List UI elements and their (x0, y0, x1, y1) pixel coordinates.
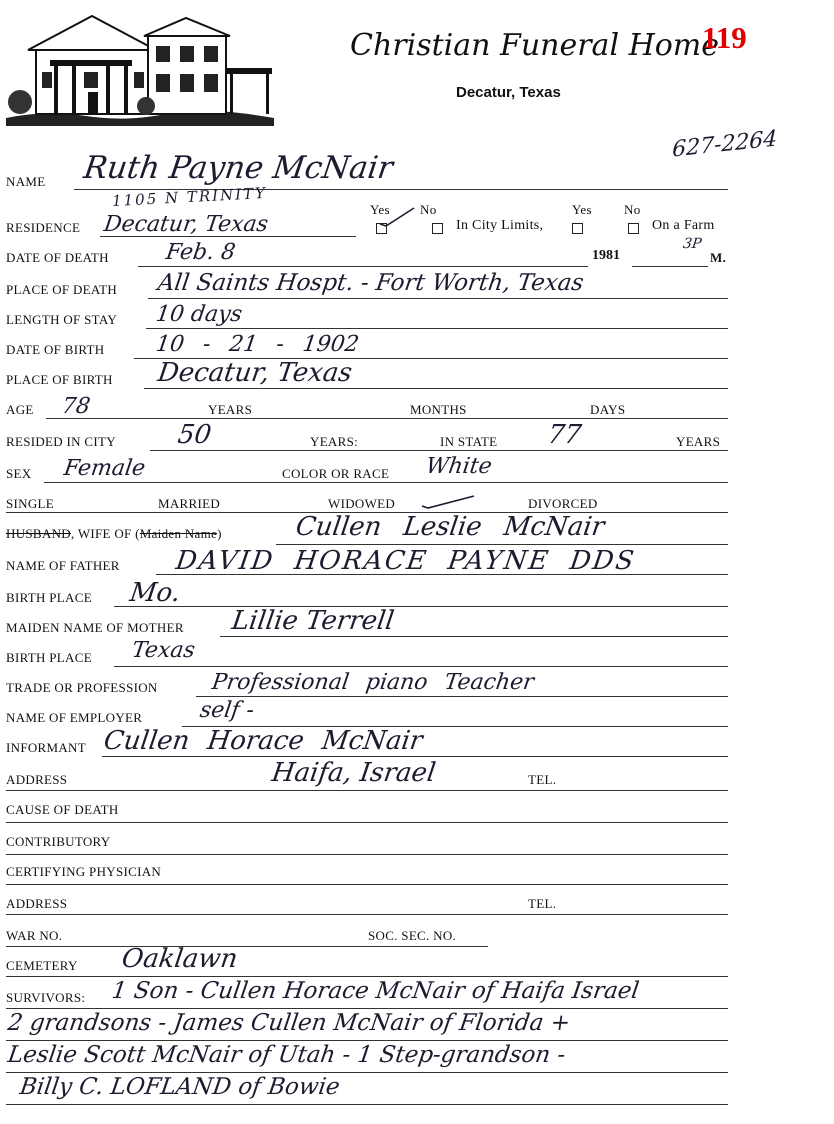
place-of-death-label: PLACE OF DEATH (6, 282, 118, 297)
father-birth-place-label: BIRTH PLACE (6, 590, 92, 605)
sex-value: Female (62, 456, 147, 481)
resided-in-city-label: RESIDED IN CITY (6, 434, 116, 449)
name-of-employer-label: NAME OF EMPLOYER (6, 710, 143, 725)
farm-no-label: No (624, 202, 641, 217)
sex-label: SEX (6, 466, 32, 481)
place-of-birth-label: PLACE OF BIRTH (6, 372, 113, 387)
place-of-death-value: All Saints Hospt. - Fort Worth, Texas (156, 270, 586, 296)
certifying-physician-rule (6, 884, 728, 885)
address-rule (6, 790, 728, 791)
address-tel-label: TEL. (528, 772, 557, 787)
physician-address-label: ADDRESS (6, 896, 68, 911)
informant-label: INFORMANT (6, 740, 86, 755)
resided-city-years-label: YEARS: (310, 434, 359, 449)
in-city-limits-label: In City Limits, (456, 218, 544, 233)
husband-label: HUSBAND (6, 526, 71, 541)
on-a-farm-label: On a Farm (652, 218, 715, 233)
cemetery-label: CEMETERY (6, 958, 78, 973)
survivors-rule-4 (6, 1104, 728, 1105)
informant-value: Cullen Horace McNair (101, 726, 425, 756)
age-months-label: MONTHS (410, 402, 467, 417)
survivors-label: SURVIVORS: (6, 990, 86, 1005)
trade-or-profession-label: TRADE OR PROFESSION (6, 680, 158, 695)
age-value: 78 (60, 394, 92, 419)
widowed-label: WIDOWED (328, 496, 396, 511)
decedent-phone: 627-2264 (671, 126, 778, 163)
informant-rule (102, 756, 728, 757)
mother-birth-place-label: BIRTH PLACE (6, 650, 92, 665)
farm-yes-checkbox (572, 219, 583, 237)
death-time: 3P (681, 236, 703, 252)
cemetery-value: Oaklawn (119, 944, 240, 974)
informant-address-value: Haifa, Israel (269, 758, 438, 788)
place-of-birth-value: Decatur, Texas (155, 358, 354, 388)
funeral-home-location: Decatur, Texas (456, 84, 561, 101)
in-state-label: IN STATE (440, 434, 498, 449)
meridiem-rule (632, 266, 708, 267)
survivors-rule-3 (6, 1072, 728, 1073)
resided-state-value: 77 (545, 420, 584, 450)
length-of-stay-rule (146, 328, 728, 329)
age-days-label: DAYS (590, 402, 626, 417)
wife-of-label: , WIFE OF ( (70, 526, 140, 541)
date-of-birth-label: DATE OF BIRTH (6, 342, 105, 357)
decedent-name: Ruth Payne McNair (81, 150, 396, 186)
farm-yes-label: Yes (572, 202, 592, 217)
meridiem-label: M. (710, 250, 727, 265)
date-of-death-label: DATE OF DEATH (6, 250, 109, 265)
single-label: SINGLE (6, 496, 55, 511)
city-limits-no-checkbox (432, 219, 443, 237)
mother-value: Lillie Terrell (229, 606, 396, 636)
name-label: NAME (6, 174, 46, 189)
date-of-birth-value: 10 - 21 - 1902 (154, 332, 361, 357)
age-label: AGE (6, 402, 34, 417)
survivors-rule-2 (6, 1040, 728, 1041)
place-of-birth-rule (144, 388, 728, 389)
survivors-line-3: Leslie Scott McNair of Utah - 1 Step-grandson - (6, 1042, 568, 1068)
spouse-value: Cullen Leslie McNair (293, 512, 607, 542)
father-birth-place-value: Mo. (127, 578, 183, 608)
cemetery-rule (6, 976, 728, 977)
page-number: 119 (702, 20, 747, 55)
resided-city-value: 50 (175, 420, 214, 450)
address-label: ADDRESS (6, 772, 68, 787)
name-of-father-label: NAME OF FATHER (6, 558, 120, 573)
survivors-line-1: 1 Son - Cullen Horace McNair of Haifa Israel (110, 978, 641, 1004)
city-limits-no-label: No (420, 202, 437, 217)
cause-of-death-label: CAUSE OF DEATH (6, 802, 119, 817)
physician-address-rule (6, 914, 728, 915)
mother-birth-place-rule (114, 666, 728, 667)
residence-label: RESIDENCE (6, 220, 81, 235)
funeral-home-title: Christian Funeral Home (350, 28, 719, 63)
survivors-rule-1 (6, 1008, 728, 1009)
employer-value: self - (198, 698, 256, 723)
father-value: DAVID HORACE PAYNE DDS (173, 546, 638, 576)
place-of-death-rule (148, 298, 728, 299)
profession-value: Professional piano Teacher (210, 670, 536, 695)
age-rule (46, 418, 728, 419)
war-no-rule (6, 946, 488, 947)
sex-rule (44, 482, 728, 483)
survivors-line-2: 2 grandsons - James Cullen McNair of Florida + (6, 1010, 572, 1036)
date-of-death-value: Feb. 8 (164, 240, 237, 265)
contributory-label: CONTRIBUTORY (6, 834, 111, 849)
residence-value: Decatur, Texas (102, 212, 270, 237)
funeral-home-building-illustration (6, 6, 274, 126)
death-year: 1981 (592, 248, 620, 263)
resided-rule (150, 450, 728, 451)
color-or-race-label: COLOR OR RACE (282, 466, 390, 481)
residence-street: 1105 N TRINITY (111, 183, 268, 211)
father-birth-place-rule (114, 606, 728, 607)
length-of-stay-label: LENGTH OF STAY (6, 312, 118, 327)
resided-state-years-label: YEARS (676, 434, 721, 449)
soc-sec-no-label: SOC. SEC. NO. (368, 928, 457, 943)
length-of-stay-value: 10 days (154, 302, 244, 327)
spouse-rule (276, 544, 728, 545)
maiden-name-of-mother-label: MAIDEN NAME OF MOTHER (6, 620, 184, 635)
survivors-line-4: Billy C. LOFLAND of Bowie (18, 1074, 342, 1100)
city-limits-check-mark (378, 204, 418, 233)
cause-of-death-rule (6, 822, 728, 823)
age-years-label: YEARS (208, 402, 253, 417)
profession-rule (196, 696, 728, 697)
physician-tel-label: TEL. (528, 896, 557, 911)
mother-birth-place-value: Texas (130, 638, 197, 663)
war-no-label: WAR NO. (6, 928, 63, 943)
divorced-label: DIVORCED (528, 496, 598, 511)
mother-rule (220, 636, 728, 637)
maiden-name-label: Maiden Name (139, 526, 218, 541)
race-value: White (424, 454, 494, 479)
close-paren: ) (217, 526, 222, 541)
married-label: MARRIED (158, 496, 221, 511)
spouse-label (6, 526, 222, 542)
city-limits-yes-label: Yes (370, 202, 390, 217)
date-of-death-rule (138, 266, 588, 267)
certifying-physician-label: CERTIFYING PHYSICIAN (6, 864, 162, 879)
farm-no-checkbox (628, 219, 639, 237)
contributory-rule (6, 854, 728, 855)
